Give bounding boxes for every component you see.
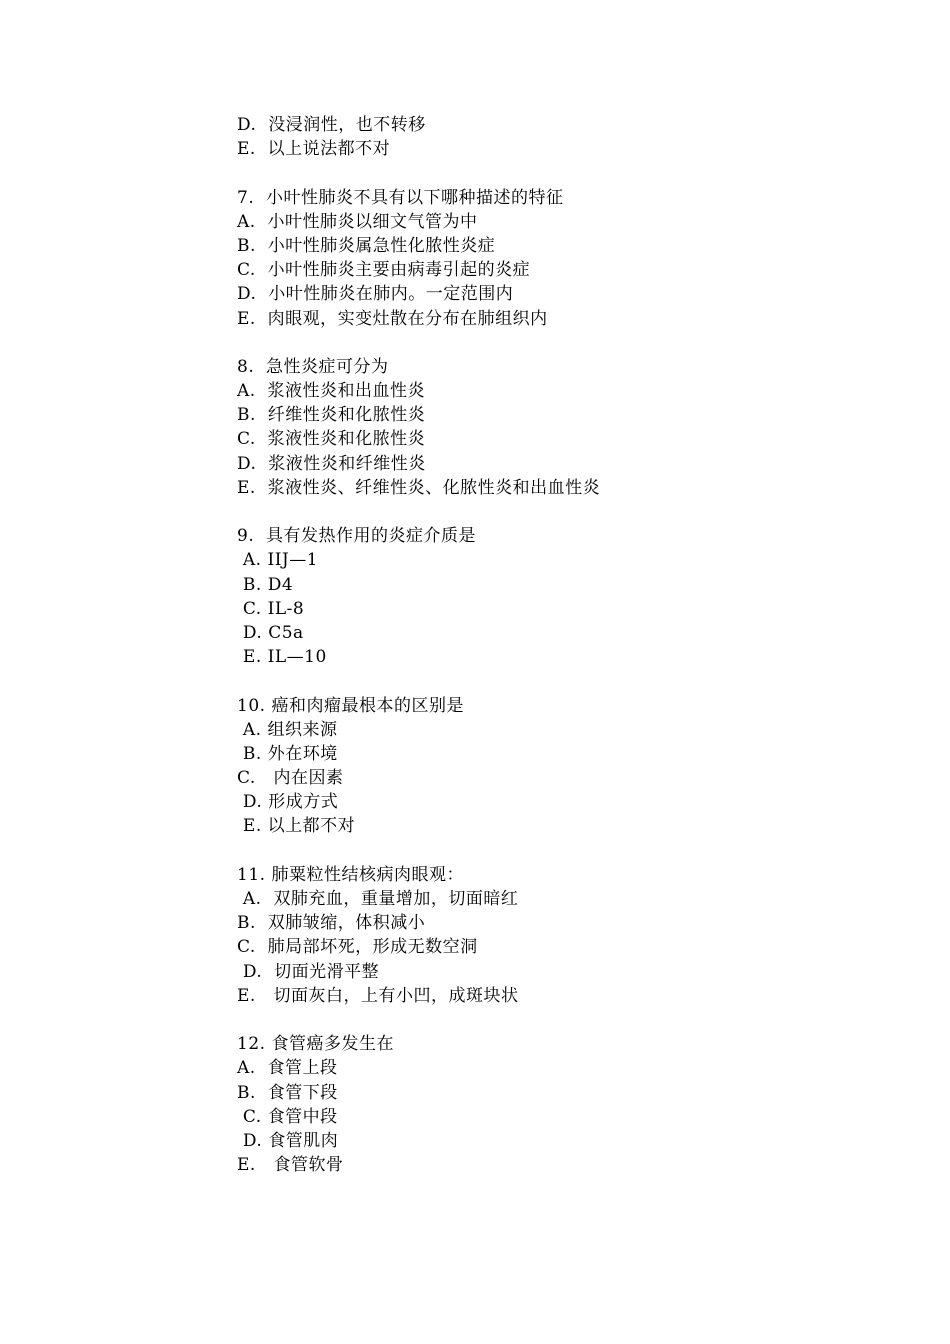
question-stem: 10. 癌和肉瘤最根本的区别是 (237, 695, 464, 716)
option-e: E. 切面灰白，上有小凹，成斑块状 (237, 985, 519, 1006)
question-11 (237, 863, 877, 1008)
spacer (237, 669, 877, 693)
option-c: C. 小叶性肺炎主要由病毒引起的炎症 (237, 260, 531, 281)
question-8 (237, 355, 877, 500)
fragment-option-d (237, 113, 877, 137)
question-stem: 9. 具有发热作用的炎症介质是 (237, 526, 477, 547)
option-d: D. 浆液性炎和纤维性炎 (237, 453, 426, 474)
option-label: D. (237, 115, 257, 135)
spacer (237, 839, 877, 863)
option-d: D. C5a (237, 622, 304, 643)
question-stem: 11. 肺粟粒性结核病肉眼观： (237, 864, 464, 885)
option-c: C. 浆液性炎和化脓性炎 (237, 429, 426, 450)
option-a: A. 食管上段 (237, 1058, 338, 1079)
option-text: 没浸润性，也不转移 (268, 115, 426, 135)
spacer (237, 500, 877, 524)
option-e: E. 浆液性炎、纤维性炎、化脓性炎和出血性炎 (237, 477, 601, 498)
question-10 (237, 694, 877, 839)
option-b: B. 食管下段 (237, 1082, 338, 1103)
option-e: E. 以上都不对 (237, 816, 356, 837)
option-a: A. IIJ—1 (237, 550, 319, 571)
option-e: E. 食管软骨 (237, 1155, 344, 1176)
option-d: D. 食管肌肉 (237, 1130, 339, 1151)
option-d: D. 切面光滑平整 (237, 961, 380, 982)
option-b: B. D4 (237, 574, 294, 595)
option-a: A. 双肺充血，重量增加，切面暗红 (237, 889, 519, 909)
option-c: C. 食管中段 (237, 1106, 338, 1127)
option-a: A. 组织来源 (237, 719, 338, 740)
question-list (237, 113, 877, 1177)
option-a: A. 浆液性炎和出血性炎 (237, 381, 425, 402)
question-stem: 12. 食管癌多发生在 (237, 1034, 394, 1055)
option-c: C. IL-8 (237, 598, 305, 619)
question-7 (237, 186, 877, 331)
fragment-option-e (237, 137, 877, 161)
spacer (237, 161, 877, 185)
option-c: C. 肺局部坏死，形成无数空洞 (237, 937, 478, 958)
option-c: C. 内在因素 (237, 768, 344, 789)
question-12 (237, 1032, 877, 1177)
option-b: B. 外在环境 (237, 743, 338, 764)
question-9 (237, 524, 877, 669)
question-stem: 7. 小叶性肺炎不具有以下哪种描述的特征 (237, 187, 564, 208)
option-d: D. 小叶性肺炎在肺内。一定范围内 (237, 284, 514, 305)
option-a: A. 小叶性肺炎以细文气管为中 (237, 211, 478, 232)
question-stem: 8. 急性炎症可分为 (237, 356, 389, 377)
spacer (237, 331, 877, 355)
option-e: E. IL—10 (237, 647, 327, 668)
option-b: B. 双肺皱缩，体积减小 (237, 913, 426, 934)
option-d: D. 形成方式 (237, 792, 339, 813)
option-b: B. 纤维性炎和化脓性炎 (237, 405, 426, 426)
spacer (237, 1008, 877, 1032)
option-e: E. 肉眼观，实变灶散在分布在肺组织内 (237, 308, 548, 329)
option-label: E. (237, 139, 256, 160)
option-b: B. 小叶性肺炎属急性化脓性炎症 (237, 235, 496, 256)
option-text: 以上说法都不对 (267, 139, 391, 160)
